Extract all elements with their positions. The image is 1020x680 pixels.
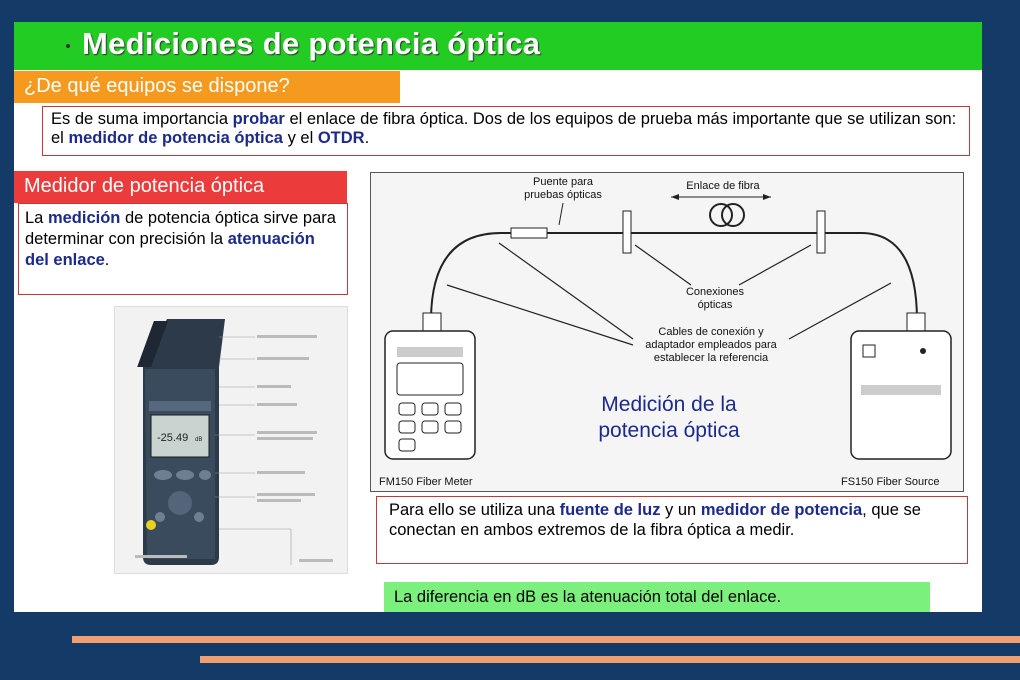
intro-text-4: . [364, 129, 370, 147]
result-text-3: , que se conectan en ambos extremos de la fibra óptica a medir. [389, 501, 921, 539]
intro-text-3: y el [282, 129, 318, 147]
intro-text-1: Es de suma importancia [51, 110, 233, 128]
meter-button-4 [155, 512, 165, 522]
bulkhead-left [623, 211, 631, 253]
conclusion-text: La diferencia en dB es la atenuación total del enlace. [394, 588, 782, 606]
meter-front [145, 369, 215, 559]
measurement-diagram [370, 172, 964, 492]
fm150-key-4 [399, 421, 415, 433]
bullet-dot [66, 44, 70, 48]
fm150-key-7 [399, 439, 415, 451]
label-cables-2: adaptador empleados para [645, 339, 777, 351]
question-heading: ¿De qué equipos se dispone? [24, 75, 290, 97]
bulkhead-right [817, 211, 825, 253]
meter-button-5 [194, 512, 204, 522]
desc-text-2: de potencia óptica sirve para determinar con precisión la [25, 209, 336, 248]
result-text-2: y un [660, 501, 701, 519]
source-port [907, 313, 925, 333]
fs150-led [920, 348, 926, 354]
diagram-center-title: Medición de la [601, 393, 737, 416]
callout-lines [215, 337, 291, 565]
fm150-key-1 [399, 403, 415, 415]
meter-reading: -25.49 [157, 432, 189, 444]
arrow-conn-left [635, 245, 691, 285]
decorative-stripe-1 [72, 636, 1020, 643]
fm150-label: FM150 Fiber Meter [379, 476, 473, 488]
intro-bold-probar: probar [232, 110, 285, 128]
title-bar [14, 22, 982, 70]
result-text-1: Para ello se utiliza una [389, 501, 560, 519]
section-heading: Medidor de potencia óptica [24, 175, 265, 197]
intro-paragraph [43, 107, 969, 151]
meter-reading-unit: dB [195, 437, 203, 443]
desc-text-3: . [104, 251, 110, 269]
fiber-link-arrow-right [763, 194, 771, 200]
label-cables: Cables de conexión y [658, 326, 764, 338]
arrow-cable-1 [499, 243, 633, 339]
description-box [18, 203, 348, 295]
label-bridge-2: pruebas ópticas [524, 189, 602, 201]
result-bold-fuente: fuente de luz [559, 501, 661, 519]
intro-box [42, 106, 970, 156]
diagram-center-title-2: potencia óptica [598, 419, 740, 442]
power-meter-photo [114, 306, 348, 574]
label-connections-2: ópticas [697, 299, 733, 311]
right-patch-cable [821, 233, 917, 321]
fs150-brand [861, 385, 941, 395]
slide-title: Mediciones de potencia óptica [82, 26, 541, 61]
power-meter-illustration [115, 307, 347, 573]
desc-bold-atenuacion: atenuación del enlace [25, 230, 315, 269]
arrow-bridge [559, 203, 563, 225]
label-bridge: Puente para [533, 176, 593, 188]
fiber-link-arrow-left [671, 194, 679, 200]
meter-power-led [146, 520, 156, 530]
fm150-key-5 [422, 421, 438, 433]
section-bar [14, 171, 347, 203]
label-connections: Conexiones [685, 286, 745, 298]
fm150-key-3 [445, 403, 461, 415]
meter-port [423, 313, 441, 333]
meter-brand-strip [149, 401, 211, 411]
desc-bold-medicion: medición [47, 209, 121, 227]
question-bar [14, 71, 400, 103]
fm150-key-6 [445, 421, 461, 433]
result-bold-medidor: medidor de potencia [700, 501, 863, 519]
meter-button-2 [176, 470, 194, 480]
result-box [376, 496, 968, 564]
desc-text-1: La [25, 209, 48, 227]
arrow-conn-right [739, 245, 811, 285]
meter-button-3 [199, 470, 211, 480]
fs150-switch [863, 345, 875, 357]
connector-left [511, 228, 547, 238]
left-patch-cable [431, 233, 627, 321]
fm150-key-2 [422, 403, 438, 415]
intro-bold-meter: medidor de potencia óptica [68, 129, 283, 147]
decorative-stripe-2 [200, 656, 1020, 663]
description-paragraph [19, 204, 347, 275]
result-paragraph [377, 497, 967, 544]
label-link: Enlace de fibra [686, 180, 760, 192]
fm150-brand [397, 347, 463, 357]
label-cables-3: establecer la referencia [653, 352, 769, 364]
intro-text-2: el enlace de fibra óptica. Dos de los equipos de prueba más importante que se utilizan son: el [51, 110, 957, 147]
conclusion-note [384, 582, 930, 612]
fs150-label: FS150 Fiber Source [841, 476, 940, 488]
meter-button-1 [154, 470, 172, 480]
intro-bold-otdr: OTDR [317, 129, 365, 147]
meter-nav-pad [168, 491, 192, 515]
fm150-screen [397, 363, 463, 395]
measurement-diagram-svg [371, 173, 963, 491]
slide [14, 22, 982, 612]
